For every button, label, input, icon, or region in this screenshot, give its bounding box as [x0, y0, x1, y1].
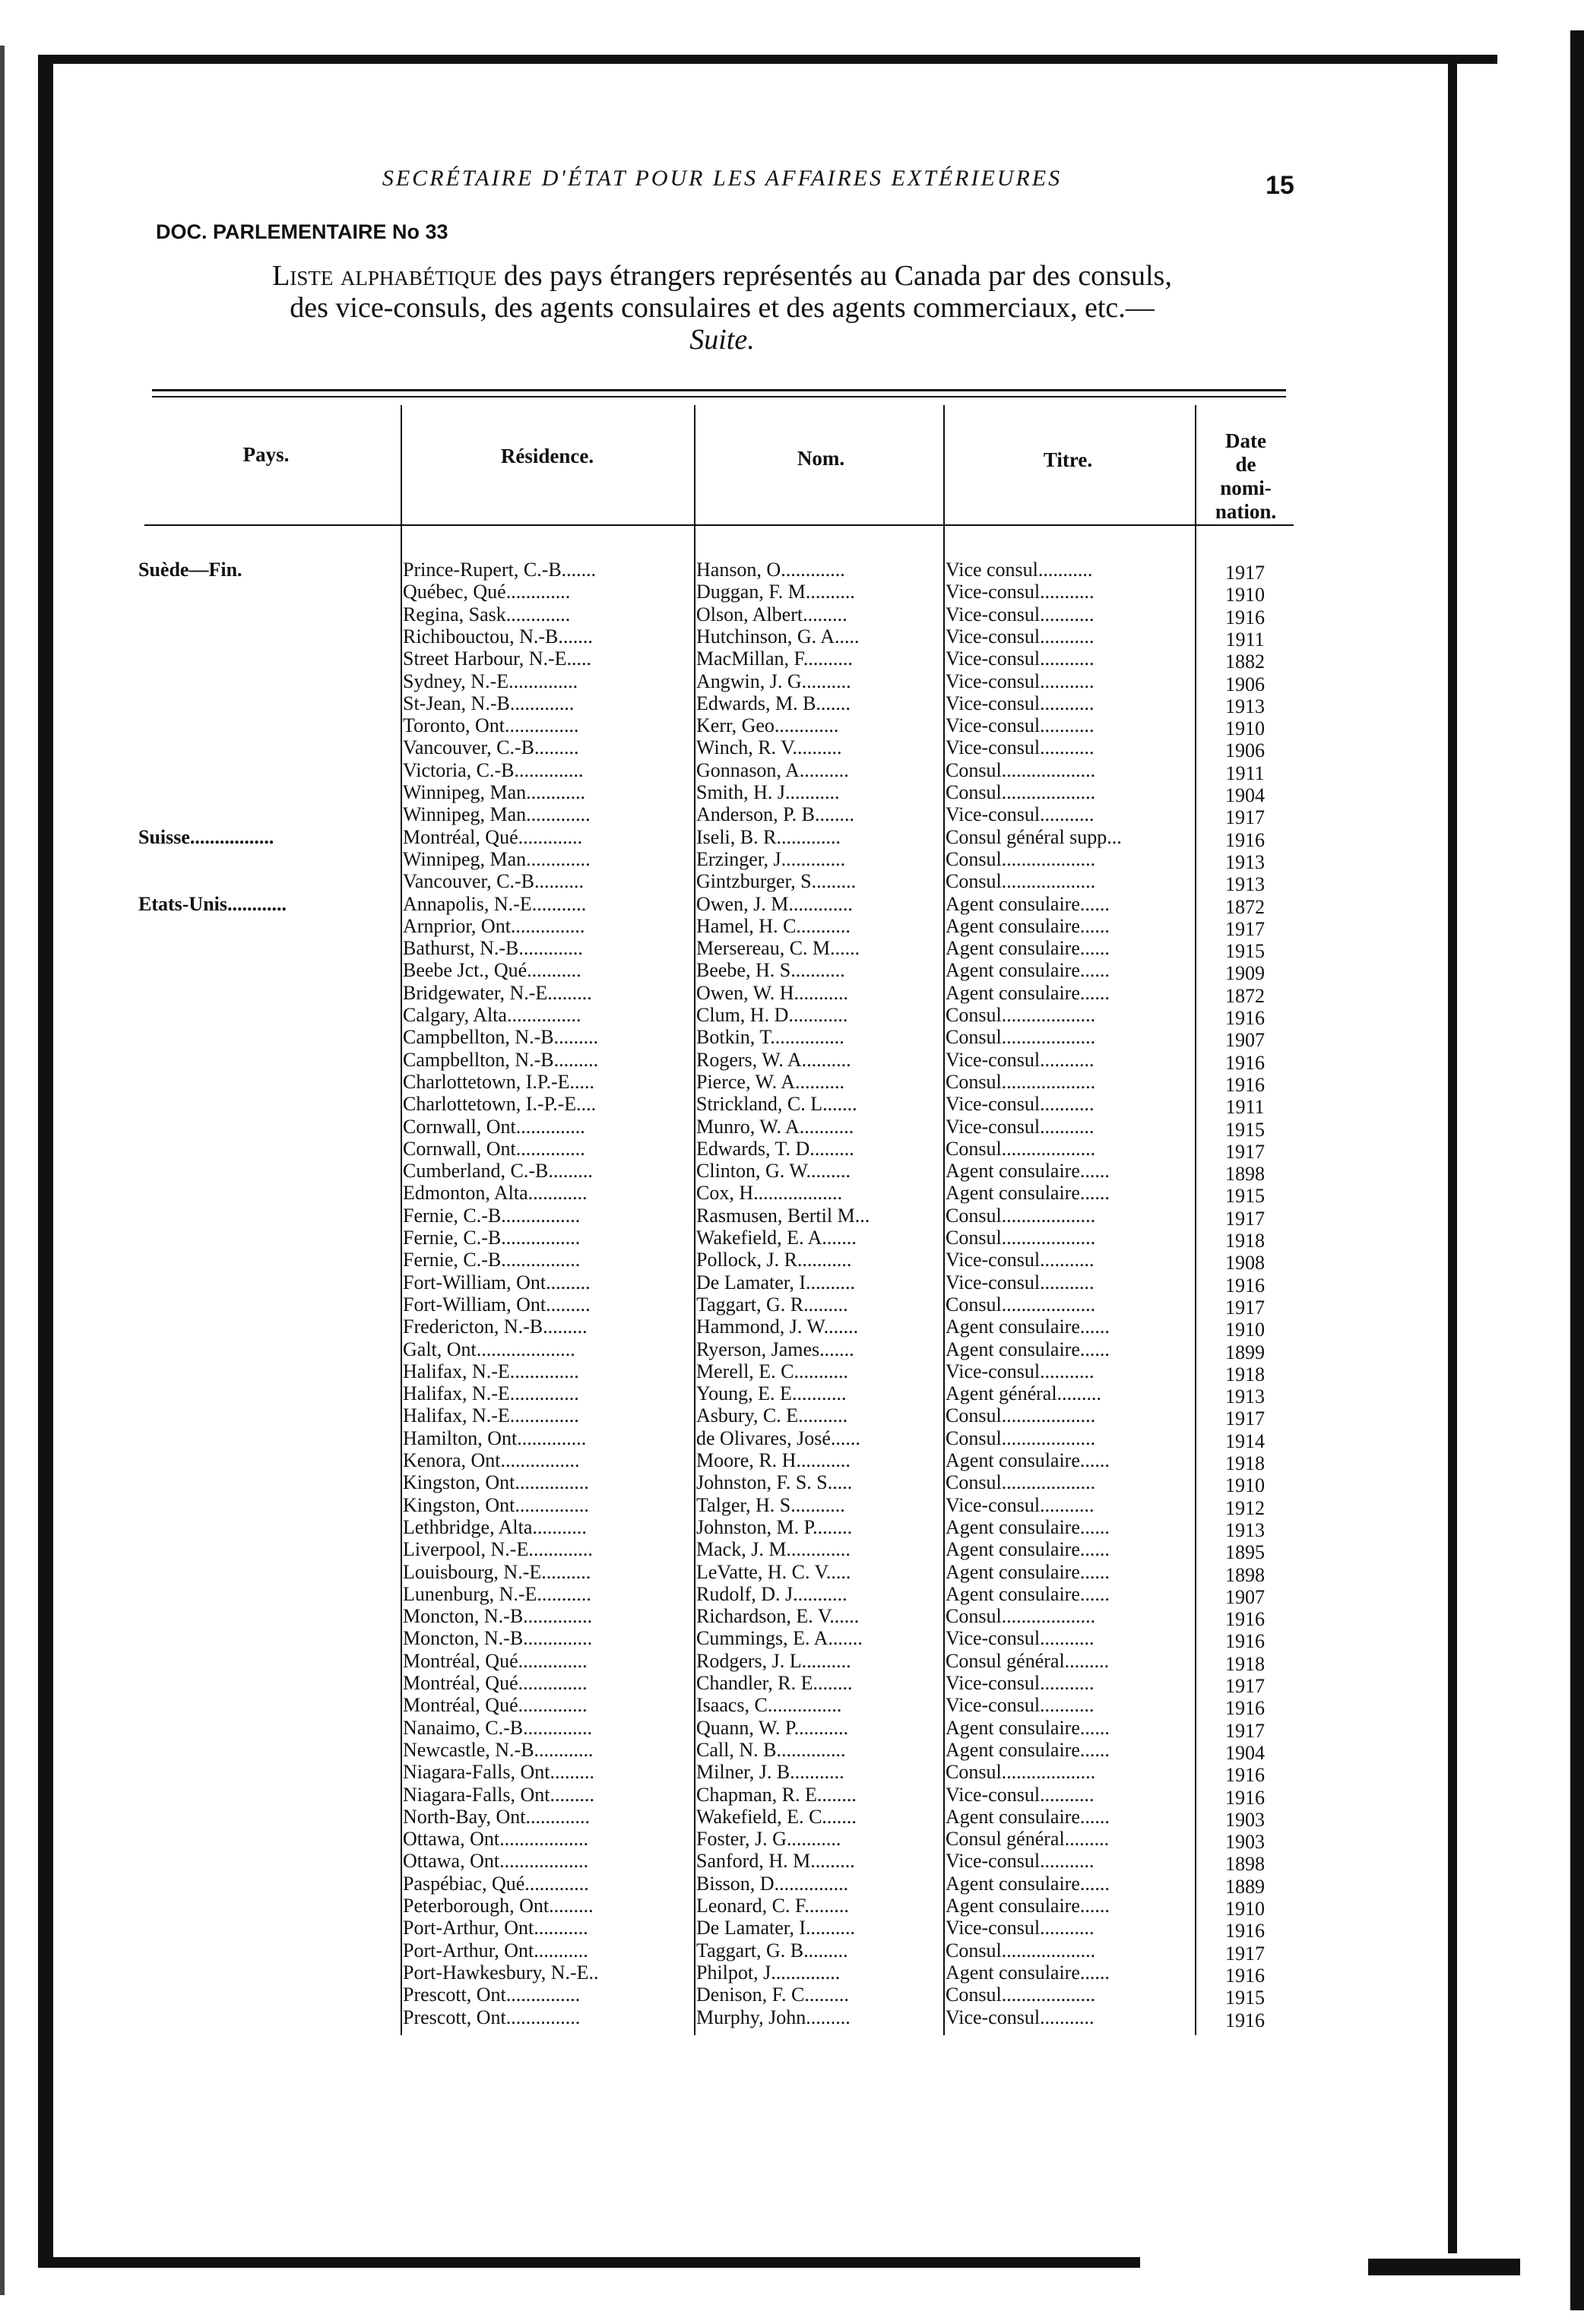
- column-header-residence: Résidence.: [500, 445, 594, 467]
- cell-date: 1910: [1225, 1319, 1265, 1341]
- cell-residence: Annapolis, N.-E...........: [403, 893, 587, 915]
- cell-nom: Richardson, E. V......: [696, 1605, 860, 1627]
- cell-date: 1913: [1225, 873, 1265, 895]
- cell-titre: Consul...................: [946, 1026, 1096, 1048]
- cell-residence: Niagara-Falls, Ont.........: [403, 1761, 595, 1783]
- column-divider-nom: [694, 405, 695, 2035]
- cell-titre: Vice-consul...........: [946, 714, 1095, 736]
- cell-date: 1917: [1225, 562, 1265, 584]
- table-caption: [144, 260, 1300, 356]
- cell-date: 1916: [1225, 829, 1265, 851]
- cell-nom: Ryerson, James.......: [696, 1338, 854, 1360]
- cell-date: 1917: [1225, 918, 1265, 940]
- cell-residence: Ottawa, Ont..................: [403, 1828, 589, 1850]
- cell-nom: Philpot, J..............: [696, 1961, 841, 1984]
- cell-date: 1898: [1225, 1163, 1265, 1185]
- page-border-left: [38, 57, 53, 2261]
- cell-residence: Peterborough, Ont.........: [403, 1895, 594, 1917]
- cell-residence: Beebe Jct., Qué...........: [403, 959, 581, 981]
- cell-nom: Erzinger, J.............: [696, 848, 846, 870]
- cell-residence: Moncton, N.-B..............: [403, 1627, 593, 1649]
- cell-date: 1889: [1225, 1876, 1265, 1898]
- cell-residence: Fredericton, N.-B.........: [403, 1316, 588, 1338]
- cell-date: 1898: [1225, 1853, 1265, 1875]
- cell-titre: Agent consulaire......: [946, 959, 1110, 981]
- cell-nom: Pierce, W. A..........: [696, 1071, 844, 1093]
- cell-nom: Call, N. B..............: [696, 1739, 846, 1761]
- cell-titre: Agent consulaire......: [946, 915, 1110, 937]
- cell-nom: Edwards, T. D.........: [696, 1138, 854, 1160]
- cell-titre: Agent consulaire......: [946, 1961, 1110, 1984]
- cell-date: 1918: [1225, 1653, 1265, 1675]
- document-label: DOC. PARLEMENTAIRE No 33: [156, 220, 448, 243]
- cell-nom: Denison, F. C.........: [696, 1984, 849, 2006]
- cell-residence: Cumberland, C.-B.........: [403, 1160, 593, 1182]
- cell-date: 1872: [1225, 896, 1265, 918]
- cell-nom: Clinton, G. W.........: [696, 1160, 851, 1182]
- cell-nom: Cummings, E. A.......: [696, 1627, 863, 1649]
- cell-residence: Calgary, Alta...............: [403, 1004, 581, 1026]
- cell-titre: Agent consulaire......: [946, 937, 1110, 959]
- cell-date: 1916: [1225, 1764, 1265, 1786]
- cell-titre: Agent consulaire......: [946, 1316, 1110, 1338]
- cell-residence: Halifax, N.-E..............: [403, 1382, 579, 1404]
- cell-residence: Galt, Ont....................: [403, 1338, 575, 1360]
- cell-titre: Vice-consul...........: [946, 736, 1095, 758]
- cell-residence: Liverpool, N.-E.............: [403, 1538, 593, 1560]
- cell-date: 1917: [1225, 1407, 1265, 1430]
- cell-residence: Port-Arthur, Ont...........: [403, 1917, 588, 1939]
- table-top-rule: [152, 389, 1286, 391]
- cell-residence: St-Jean, N.-B.............: [403, 692, 575, 714]
- cell-titre: Consul...................: [946, 1939, 1096, 1961]
- cell-nom: De Lamater, I..........: [696, 1271, 856, 1293]
- cell-date: 1918: [1225, 1363, 1265, 1385]
- cell-date: 1911: [1225, 628, 1265, 651]
- cell-date: 1904: [1225, 1742, 1265, 1764]
- cell-nom: Moore, R. H...........: [696, 1449, 851, 1471]
- cell-titre: Agent consulaire......: [946, 982, 1110, 1004]
- cell-nom: Hutchinson, G. A.....: [696, 625, 860, 647]
- cell-titre: Consul...................: [946, 1227, 1096, 1249]
- cell-residence: Fernie, C.-B................: [403, 1227, 581, 1249]
- cell-residence: Hamilton, Ont..............: [403, 1427, 587, 1449]
- cell-residence: Vancouver, C.-B..........: [403, 870, 584, 892]
- cell-residence: Winnipeg, Man.............: [403, 803, 591, 825]
- cell-nom: Botkin, T...............: [696, 1026, 844, 1048]
- cell-titre: Agent consulaire......: [946, 1873, 1110, 1895]
- cell-residence: Kingston, Ont...............: [403, 1494, 589, 1516]
- cell-titre: Vice-consul...........: [946, 1271, 1095, 1293]
- cell-titre: Vice-consul...........: [946, 1672, 1095, 1694]
- cell-nom: Foster, J. G...........: [696, 1828, 841, 1850]
- cell-nom: Hanson, O.............: [696, 559, 845, 581]
- cell-date: 1910: [1225, 1898, 1265, 1920]
- cell-residence: Winnipeg, Man............: [403, 781, 586, 803]
- cell-date: 1913: [1225, 851, 1265, 873]
- cell-titre: Consul...................: [946, 1205, 1096, 1227]
- cell-titre: Agent consulaire......: [946, 893, 1110, 915]
- cell-nom: Mack, J. M.............: [696, 1538, 851, 1560]
- cell-residence: Port-Hawkesbury, N.-E..: [403, 1961, 599, 1984]
- cell-titre: Agent consulaire......: [946, 1561, 1110, 1583]
- cell-nom: Chapman, R. E........: [696, 1784, 857, 1806]
- cell-nom: Beebe, H. S...........: [696, 959, 845, 981]
- cell-residence: North-Bay, Ont.............: [403, 1806, 591, 1828]
- cell-nom: De Lamater, I..........: [696, 1917, 856, 1939]
- cell-date: 1917: [1225, 1675, 1265, 1697]
- cell-date: 1917: [1225, 1141, 1265, 1163]
- cell-titre: Agent consulaire......: [946, 1739, 1110, 1761]
- cell-residence: Fernie, C.-B................: [403, 1249, 581, 1271]
- cell-date: 1916: [1225, 1920, 1265, 1942]
- cell-nom: Pollock, J. R...........: [696, 1249, 852, 1271]
- cell-residence: Niagara-Falls, Ont.........: [403, 1784, 595, 1806]
- cell-nom: Olson, Albert.........: [696, 603, 847, 625]
- cell-nom: Rogers, W. A..........: [696, 1049, 851, 1071]
- cell-date: 1910: [1225, 1474, 1265, 1496]
- cell-nom: Murphy, John.........: [696, 2006, 851, 2028]
- cell-nom: Owen, W. H...........: [696, 982, 849, 1004]
- cell-residence: Fort-William, Ont.........: [403, 1293, 591, 1316]
- cell-date: 1908: [1225, 1252, 1265, 1274]
- page-border-bottom: [38, 2257, 1140, 2268]
- column-header-titre: Titre.: [1043, 448, 1093, 471]
- cell-nom: Rodgers, J. L..........: [696, 1650, 851, 1672]
- cell-nom: Chandler, R. E........: [696, 1672, 853, 1694]
- cell-titre: Vice-consul...........: [946, 670, 1095, 692]
- cell-titre: Consul...................: [946, 1404, 1096, 1426]
- cell-titre: Agent général.........: [946, 1382, 1102, 1404]
- cell-date: 1911: [1225, 762, 1265, 784]
- cell-residence: Kingston, Ont...............: [403, 1471, 589, 1493]
- cell-titre: Vice-consul...........: [946, 692, 1095, 714]
- cell-titre: Agent consulaire......: [946, 1160, 1110, 1182]
- cell-titre: Consul général.........: [946, 1828, 1110, 1850]
- cell-residence: Paspébiac, Qué.............: [403, 1873, 589, 1895]
- cell-date: 1913: [1225, 1385, 1265, 1407]
- cell-titre: Vice-consul...........: [946, 1093, 1095, 1115]
- cell-nom: Owen, J. M.............: [696, 893, 853, 915]
- cell-titre: Vice-consul...........: [946, 1850, 1095, 1872]
- cell-titre: Vice-consul...........: [946, 1360, 1095, 1382]
- cell-date: 1906: [1225, 739, 1265, 761]
- cell-titre: Vice-consul...........: [946, 1049, 1095, 1071]
- cell-residence: Montréal, Qué..............: [403, 1650, 588, 1672]
- cell-titre: Vice-consul...........: [946, 1116, 1095, 1138]
- cell-nom: Johnston, F. S. S.....: [696, 1471, 853, 1493]
- cell-titre: Vice-consul...........: [946, 1784, 1095, 1806]
- cell-date: 1911: [1225, 1096, 1265, 1118]
- cell-nom: Munro, W. A...........: [696, 1116, 854, 1138]
- cell-date: 1916: [1225, 606, 1265, 628]
- cell-date: 1916: [1225, 1630, 1265, 1652]
- cell-date: 1916: [1225, 1052, 1265, 1074]
- cell-nom: Bisson, D...............: [696, 1873, 849, 1895]
- cell-titre: Consul...................: [946, 1605, 1096, 1627]
- cell-residence: Montréal, Qué..............: [403, 1694, 588, 1716]
- cell-residence: Newcastle, N.-B............: [403, 1739, 594, 1761]
- cell-date: 1915: [1225, 940, 1265, 962]
- cell-residence: Arnprior, Ont...............: [403, 915, 585, 937]
- cell-titre: Agent consulaire......: [946, 1338, 1110, 1360]
- cell-titre: Consul général supp...: [946, 826, 1122, 848]
- cell-date: 1915: [1225, 1185, 1265, 1207]
- cell-residence: Street Harbour, N.-E.....: [403, 647, 592, 670]
- cell-date: 1914: [1225, 1430, 1265, 1452]
- cell-residence: Charlottetown, I.P.-E.....: [403, 1071, 595, 1093]
- page-border-right: [1448, 57, 1457, 2253]
- cell-nom: LeVatte, H. C. V.....: [696, 1561, 851, 1583]
- cell-titre: Vice-consul...........: [946, 647, 1095, 670]
- cell-date: 1917: [1225, 1720, 1265, 1742]
- cell-titre: Consul...................: [946, 870, 1096, 892]
- cell-residence: Halifax, N.-E..............: [403, 1404, 579, 1426]
- cell-nom: Quann, W. P...........: [696, 1717, 849, 1739]
- page-border-bottom-right: [1368, 2259, 1520, 2275]
- cell-nom: Johnston, M. P........: [696, 1516, 853, 1538]
- cell-residence: Lethbridge, Alta...........: [403, 1516, 587, 1538]
- cell-date: 1907: [1225, 1029, 1265, 1051]
- cell-titre: Consul...................: [946, 759, 1096, 781]
- cell-residence: Campbellton, N.-B.........: [403, 1026, 599, 1048]
- cell-residence: Louisbourg, N.-E..........: [403, 1561, 591, 1583]
- cell-titre: Vice-consul...........: [946, 803, 1095, 825]
- cell-date: 1872: [1225, 985, 1265, 1007]
- cell-titre: Consul général.........: [946, 1650, 1110, 1672]
- cell-nom: Leonard, C. F.........: [696, 1895, 849, 1917]
- cell-date: 1916: [1225, 1274, 1265, 1297]
- cell-residence: Ottawa, Ont..................: [403, 1850, 589, 1872]
- cell-titre: Vice-consul...........: [946, 2006, 1095, 2028]
- cell-nom: Hamel, H. C...........: [696, 915, 851, 937]
- cell-date: 1909: [1225, 962, 1265, 984]
- cell-residence: Port-Arthur, Ont...........: [403, 1939, 588, 1961]
- cell-residence: Québec, Qué.............: [403, 581, 571, 603]
- cell-titre: Vice-consul...........: [946, 581, 1095, 603]
- cell-nom: Angwin, J. G..........: [696, 670, 851, 692]
- cell-residence: Bathurst, N.-B.............: [403, 937, 583, 959]
- scan-edge-left: [0, 46, 5, 2295]
- page-number: 15: [1266, 171, 1294, 200]
- cell-date: 1906: [1225, 673, 1265, 695]
- cell-titre: Consul...................: [946, 1071, 1096, 1093]
- cell-pays: Suisse.................: [138, 826, 274, 848]
- cell-residence: Regina, Sask.............: [403, 603, 571, 625]
- cell-date: 1904: [1225, 784, 1265, 806]
- cell-residence: Sydney, N.-E..............: [403, 670, 578, 692]
- cell-date: 1917: [1225, 1297, 1265, 1319]
- cell-titre: Agent consulaire......: [946, 1717, 1110, 1739]
- cell-residence: Cornwall, Ont..............: [403, 1116, 585, 1138]
- page-border-top: [38, 55, 1497, 64]
- column-header-nom: Nom.: [797, 447, 845, 470]
- cell-nom: Sanford, H. M.........: [696, 1850, 855, 1872]
- cell-titre: Agent consulaire......: [946, 1449, 1110, 1471]
- cell-pays: Etats-Unis............: [138, 893, 287, 915]
- cell-residence: Prince-Rupert, C.-B.......: [403, 559, 597, 581]
- cell-nom: Edwards, M. B.......: [696, 692, 851, 714]
- cell-residence: Cornwall, Ont..............: [403, 1138, 585, 1160]
- cell-residence: Toronto, Ont...............: [403, 714, 579, 736]
- cell-titre: Consul...................: [946, 1138, 1096, 1160]
- cell-residence: Moncton, N.-B..............: [403, 1605, 593, 1627]
- cell-nom: Gonnason, A..........: [696, 759, 849, 781]
- cell-date: 1910: [1225, 717, 1265, 739]
- cell-date: 1916: [1225, 1697, 1265, 1719]
- cell-residence: Halifax, N.-E..............: [403, 1360, 579, 1382]
- cell-residence: Bridgewater, N.-E.........: [403, 982, 592, 1004]
- cell-residence: Lunenburg, N.-E...........: [403, 1583, 591, 1605]
- cell-date: 1913: [1225, 1519, 1265, 1541]
- cell-nom: Kerr, Geo.............: [696, 714, 839, 736]
- cell-date: 1913: [1225, 695, 1265, 717]
- cell-nom: Cox, H..................: [696, 1182, 843, 1204]
- cell-date: 1882: [1225, 651, 1265, 673]
- cell-residence: Winnipeg, Man.............: [403, 848, 591, 870]
- caption-line2: des vice-consuls, des agents consulaires et des agents commerciaux, etc.—: [290, 292, 1155, 324]
- cell-nom: Isaacs, C...............: [696, 1694, 842, 1716]
- cell-residence: Campbellton, N.-B.........: [403, 1049, 599, 1071]
- column-divider-titre: [943, 405, 945, 2035]
- cell-residence: Montréal, Qué..............: [403, 1672, 588, 1694]
- cell-titre: Consul...................: [946, 1427, 1096, 1449]
- cell-date: 1918: [1225, 1230, 1265, 1252]
- cell-date: 1918: [1225, 1452, 1265, 1474]
- cell-residence: Charlottetown, I.-P.-E....: [403, 1093, 597, 1115]
- cell-date: 1910: [1225, 584, 1265, 606]
- cell-nom: Gintzburger, S.........: [696, 870, 857, 892]
- cell-date: 1917: [1225, 806, 1265, 828]
- cell-nom: Taggart, G. B.........: [696, 1939, 848, 1961]
- cell-nom: Young, E. E...........: [696, 1382, 847, 1404]
- cell-date: 1916: [1225, 1074, 1265, 1096]
- cell-nom: Merell, E. C...........: [696, 1360, 849, 1382]
- cell-nom: Clum, H. D............: [696, 1004, 848, 1026]
- cell-titre: Agent consulaire......: [946, 1538, 1110, 1560]
- cell-nom: Taggart, G. R.........: [696, 1293, 848, 1316]
- cell-nom: Rudolf, D. J...........: [696, 1583, 847, 1605]
- cell-date: 1907: [1225, 1586, 1265, 1608]
- cell-titre: Consul...................: [946, 781, 1096, 803]
- cell-titre: Vice-consul...........: [946, 1494, 1095, 1516]
- cell-residence: Fort-William, Ont.........: [403, 1271, 591, 1293]
- cell-pays: Suède—Fin.: [138, 559, 242, 581]
- cell-nom: Talger, H. S...........: [696, 1494, 845, 1516]
- column-header-pays: Pays.: [242, 443, 290, 466]
- cell-residence: Kenora, Ont................: [403, 1449, 580, 1471]
- table-header-rule: [144, 524, 1294, 526]
- cell-nom: Mersereau, C. M......: [696, 937, 860, 959]
- cell-residence: Montréal, Qué.............: [403, 826, 583, 848]
- cell-titre: Vice-consul...........: [946, 603, 1095, 625]
- caption-suite: Suite.: [689, 324, 755, 356]
- table-top-rule-2: [152, 396, 1286, 397]
- cell-date: 1915: [1225, 1987, 1265, 2009]
- cell-date: 1916: [1225, 1787, 1265, 1809]
- column-header-date: Date de nomi- nation.: [1215, 429, 1277, 523]
- cell-date: 1903: [1225, 1831, 1265, 1853]
- cell-titre: Vice consul...........: [946, 559, 1093, 581]
- cell-titre: Vice-consul...........: [946, 1249, 1095, 1271]
- cell-nom: Iseli, B. R.............: [696, 826, 841, 848]
- cell-nom: Wakefield, E. A.......: [696, 1227, 857, 1249]
- cell-titre: Agent consulaire......: [946, 1895, 1110, 1917]
- cell-titre: Vice-consul...........: [946, 1627, 1095, 1649]
- cell-date: 1916: [1225, 1965, 1265, 1987]
- cell-titre: Vice-consul...........: [946, 625, 1095, 647]
- cell-nom: de Olivares, José......: [696, 1427, 860, 1449]
- cell-nom: Duggan, F. M..........: [696, 581, 855, 603]
- cell-titre: Agent consulaire......: [946, 1806, 1110, 1828]
- cell-titre: Vice-consul...........: [946, 1694, 1095, 1716]
- cell-nom: Strickland, C. L.......: [696, 1093, 857, 1115]
- cell-date: 1912: [1225, 1497, 1265, 1519]
- running-head: SECRÉTAIRE D'ÉTAT POUR LES AFFAIRES EXTÉRIEURES: [382, 166, 1063, 191]
- cell-titre: Consul...................: [946, 1293, 1096, 1316]
- cell-date: 1916: [1225, 2009, 1265, 2031]
- cell-titre: Agent consulaire......: [946, 1516, 1110, 1538]
- cell-date: 1903: [1225, 1809, 1265, 1831]
- cell-date: 1899: [1225, 1341, 1265, 1363]
- cell-residence: Prescott, Ont...............: [403, 1984, 581, 2006]
- cell-nom: Hammond, J. W.......: [696, 1316, 859, 1338]
- cell-date: 1916: [1225, 1007, 1265, 1029]
- cell-nom: Smith, H. J...........: [696, 781, 840, 803]
- cell-nom: Wakefield, E. C.......: [696, 1806, 857, 1828]
- cell-date: 1895: [1225, 1541, 1265, 1563]
- cell-date: 1917: [1225, 1208, 1265, 1230]
- cell-nom: Winch, R. V..........: [696, 736, 842, 758]
- cell-titre: Agent consulaire......: [946, 1583, 1110, 1605]
- cell-nom: Asbury, C. E..........: [696, 1404, 848, 1426]
- cell-nom: Milner, J. B...........: [696, 1761, 844, 1783]
- cell-titre: Vice-consul...........: [946, 1917, 1095, 1939]
- cell-residence: Prescott, Ont...............: [403, 2006, 581, 2028]
- cell-residence: Victoria, C.-B..............: [403, 759, 584, 781]
- cell-titre: Consul...................: [946, 1761, 1096, 1783]
- cell-residence: Vancouver, C.-B.........: [403, 736, 579, 758]
- cell-residence: Nanaimo, C.-B..............: [403, 1717, 593, 1739]
- cell-nom: Rasmusen, Bertil M...: [696, 1205, 870, 1227]
- column-divider-date: [1195, 405, 1196, 2035]
- scan-edge-right: [1570, 30, 1584, 2310]
- caption-lead: Liste alphabétique: [272, 260, 497, 292]
- cell-titre: Consul...................: [946, 848, 1096, 870]
- cell-nom: MacMillan, F..........: [696, 647, 853, 670]
- cell-residence: Fernie, C.-B................: [403, 1205, 581, 1227]
- cell-residence: Edmonton, Alta............: [403, 1182, 588, 1204]
- column-divider-residence: [401, 405, 402, 2035]
- cell-titre: Consul...................: [946, 1984, 1096, 2006]
- cell-date: 1916: [1225, 1608, 1265, 1630]
- cell-residence: Richibouctou, N.-B.......: [403, 625, 593, 647]
- cell-titre: Consul...................: [946, 1471, 1096, 1493]
- cell-titre: Consul...................: [946, 1004, 1096, 1026]
- caption-line1: des pays étrangers représentés au Canada par des consuls,: [496, 260, 1172, 292]
- cell-nom: Anderson, P. B........: [696, 803, 855, 825]
- cell-date: 1898: [1225, 1564, 1265, 1586]
- cell-date: 1917: [1225, 1942, 1265, 1965]
- cell-date: 1915: [1225, 1119, 1265, 1141]
- cell-titre: Agent consulaire......: [946, 1182, 1110, 1204]
